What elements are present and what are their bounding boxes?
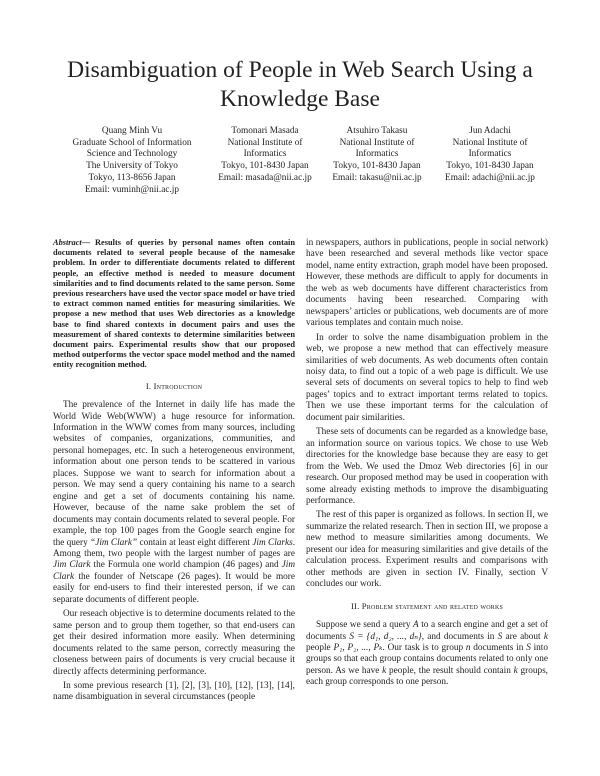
paragraph: In some previous research [1], [2], [3], [10], [12], [13], [14], name disambiguation in several circumstances (people [53, 680, 295, 703]
section-title: Problem statement and related works [361, 600, 504, 611]
paper-title: Disambiguation of People in Web Search Using a Knowledge Base [67, 57, 533, 112]
right-column [306, 238, 548, 692]
abstract [53, 238, 295, 371]
author-address: Tokyo, 101-8430 Japan [221, 161, 309, 172]
section-title: Introduction [153, 380, 203, 391]
paragraph: The prevalence of the Internet in daily life has made the World Wide Web(WWW) a huge resource for information. Information in the WWW comes from many sources, including websites of companies, organizations, communities, and personal homepages, etc. In such a heterogeneous environment, information about one person tends to be scattered in various places. Suppose we want to search for information about a person. We may send a query containing his name to a search engine and get a set of documents containing his name. However, because of the name sake problem the set of documents may contain documents related to several people. For example, the top 100 pages from the Google search engine for the query “Jim Clark” contain at least eight different Jim Clarks. Among them, two people with the largest number of pages are Jim Clark the Formula one world champion (46 pages) and Jim Clark the founder of Netscape (26 pages). It would be more easily for end-users to find their interested person, if we can separate documents of different people. [53, 400, 296, 605]
section-number: I. [145, 380, 152, 391]
section-heading-introduction [53, 381, 295, 392]
paragraph: The rest of this paper is organized as follows. In section II, we summarize the related research. Then in section III, we propose a new method to measure similarities among documents. We present our idea for measuring similarities and give details of the calculation process. Experiment results and comparisons with other methods are given in section IV. Finally, section V concludes our work. [306, 510, 548, 590]
section-number: II. [350, 600, 360, 611]
author-email: Email: masada@nii.ac.jp [218, 172, 312, 183]
author-block-4 [430, 126, 550, 185]
paragraph: Our reseach objective is to determine documents related to the same person and to group them together, so that end-users can get their desired information more easily. When determining documents related to the same person, correctly measuring the closeness between pairs of documents is very crucial because it directly affects determining performance. [53, 609, 295, 677]
author-affiliation: Informatics [243, 149, 287, 160]
author-affiliation: Graduate School of Information [72, 137, 192, 148]
author-name: Jun Adachi [469, 126, 511, 136]
author-email: Email: vuminh@nii.ac.jp [84, 184, 180, 195]
author-affiliation: Informatics [355, 149, 399, 160]
author-affiliation: Science and Technology [86, 149, 178, 160]
author-address: Tokyo, 101-8430 Japan [446, 161, 534, 172]
paragraph: in newspapers, authors in publications, people in social network) have been researched and several methods like vector space model, name entity extraction, graph model have been proposed. However, these methods are difficult to apply for documents in the web as web documents have different characteristics from documents having been researched. Comparing with newspapers’ articles or publications, web documents are of more various templates and contain much noise. [306, 238, 548, 329]
author-name: Quang Minh Vu [101, 126, 163, 136]
author-block-1 [52, 126, 212, 196]
author-name: Atsuhiro Takasu [346, 126, 408, 136]
abstract-label: Abstract [53, 238, 82, 247]
author-address: Tokyo, 113-8656 Japan [88, 172, 176, 183]
author-email: Email: adachi@nii.ac.jp [445, 172, 535, 183]
abstract-text: — Results of queries by personal names often contain documents related to several people because of the namesake problem. In order to differentiate documents related to different people, an effective method is needed to measure document similarities and to find documents related to the same person. Some previous researchers have used the vector space model or have tried to extract common named entities for measuring similarities. We propose a new method that uses Web directories as a knowledge base to find shared contexts in document pairs and uses the measurement of shared contexts to determine similarities between document pairs. Experimental results show that our proposed method outperforms the vector space model method and the named entity recognition method. [53, 238, 295, 370]
paragraph: These sets of documents can be regarded as a knowledge base, an information source on various topics. We chose to use Web directories for the knowledge base because they are easy to get from the Web. We used the Dmoz Web directories [6] in our research. Our proposed method may be used in cooperation with some already existing methods to improve the disambiguating performance. [306, 427, 548, 506]
author-affiliation: National Institute of [339, 137, 415, 148]
author-affiliation: Informatics [468, 149, 512, 160]
author-name: Tomonari Masada [231, 126, 299, 136]
paragraph: Suppose we send a query A to a search engine and get a set of documents S = {d₁, d₂, ..., dₙ}, and documents in S are about k people P₁, P₂, ..., Pₖ. Our task is to group n documents in S into groups so that each group contains documents related to only one person. As we have k people, the result should contain k groups, each group corresponds to one person. [306, 620, 549, 688]
author-affiliation: National Institute of [227, 137, 303, 148]
left-column [53, 238, 295, 707]
paragraph: In order to solve the name disambiguation problem in the web, we propose a new method that can effectively measure similarities of web documents. As web documents often contain noisy data, to find out a topic of a web page is difficult. We use several sets of documents on several topics to help to find web pages’ topics and to extract important terms related to topics. Then we use these important terms for the calculation of document pair similarities. [306, 332, 548, 423]
author-email: Email: takasu@nii.ac.jp [332, 172, 422, 183]
author-affiliation: National Institute of [452, 137, 528, 148]
author-block-3 [318, 126, 436, 185]
section-heading-problem-statement [306, 601, 548, 612]
author-affiliation: The University of Tokyo [86, 161, 178, 172]
author-block-2 [205, 126, 325, 185]
author-address: Tokyo, 101-8430 Japan [333, 161, 421, 172]
